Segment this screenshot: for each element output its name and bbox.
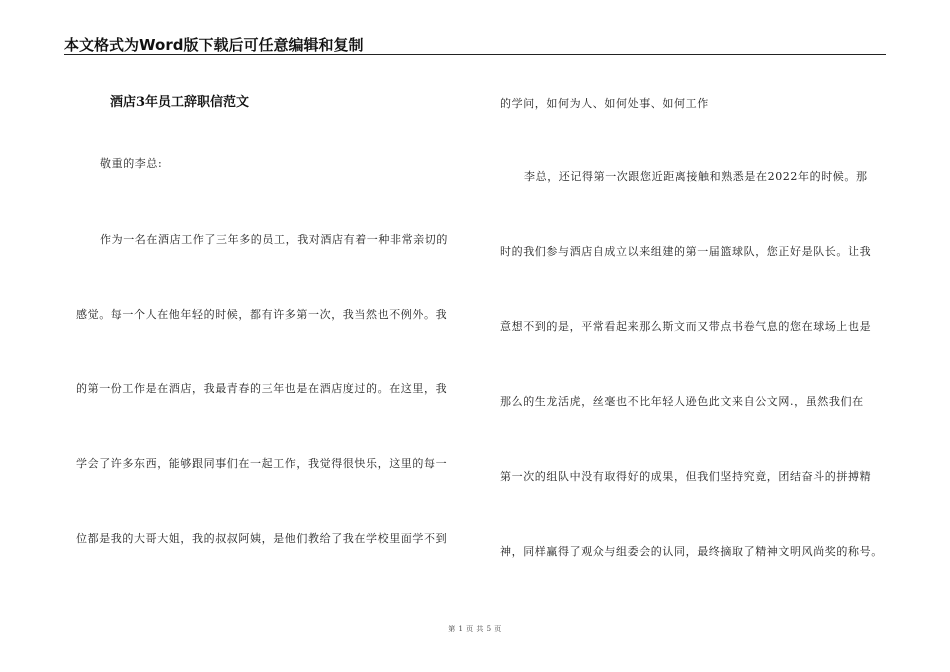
paragraph-line: 第一次的组队中没有取得好的成果，但我们坚持究竟，团结奋斗的拼搏精 bbox=[500, 470, 872, 483]
paragraph-line: 感觉。每一个人在他年轻的时候，都有许多第一次，我当然也不例外。我 bbox=[76, 308, 448, 321]
document-title: 酒店3年员工辞职信范文 bbox=[110, 95, 250, 110]
salutation: 敬重的李总: bbox=[100, 157, 163, 170]
paragraph-line: 时的我们参与酒店自成立以来组建的第一届篮球队，您正好是队长。让我 bbox=[500, 245, 872, 258]
paragraph-line: 李总，还记得第一次跟您近距离接触和熟悉是在2022年的时候。那 bbox=[524, 170, 868, 183]
paragraph-line: 的学问，如何为人、如何处事、如何工作 bbox=[500, 97, 709, 110]
header-notice: 本文格式为Word版下载后可任意编辑和复制 bbox=[64, 36, 364, 54]
paragraph-line: 位都是我的大哥大姐，我的叔叔阿姨，是他们教给了我在学校里面学不到 bbox=[76, 532, 448, 545]
paragraph-line: 的第一份工作是在酒店，我最青春的三年也是在酒店度过的。在这里，我 bbox=[76, 382, 448, 395]
paragraph-line: 神，同样赢得了观众与组委会的认同，最终摘取了精神文明风尚奖的称号。 bbox=[500, 545, 883, 558]
page-number: 第 1 页 共 5 页 bbox=[448, 625, 502, 633]
paragraph-line: 作为一名在酒店工作了三年多的员工，我对酒店有着一种非常亲切的 bbox=[100, 233, 448, 246]
page-header bbox=[64, 32, 886, 55]
paragraph-line: 学会了许多东西，能够跟同事们在一起工作，我觉得很快乐，这里的每一 bbox=[76, 457, 448, 470]
paragraph-line: 意想不到的是，平常看起来那么斯文而又带点书卷气息的您在球场上也是 bbox=[500, 320, 872, 333]
paragraph-line: 那么的生龙活虎，丝毫也不比年轻人逊色此文来自公文网.，虽然我们在 bbox=[500, 395, 864, 408]
